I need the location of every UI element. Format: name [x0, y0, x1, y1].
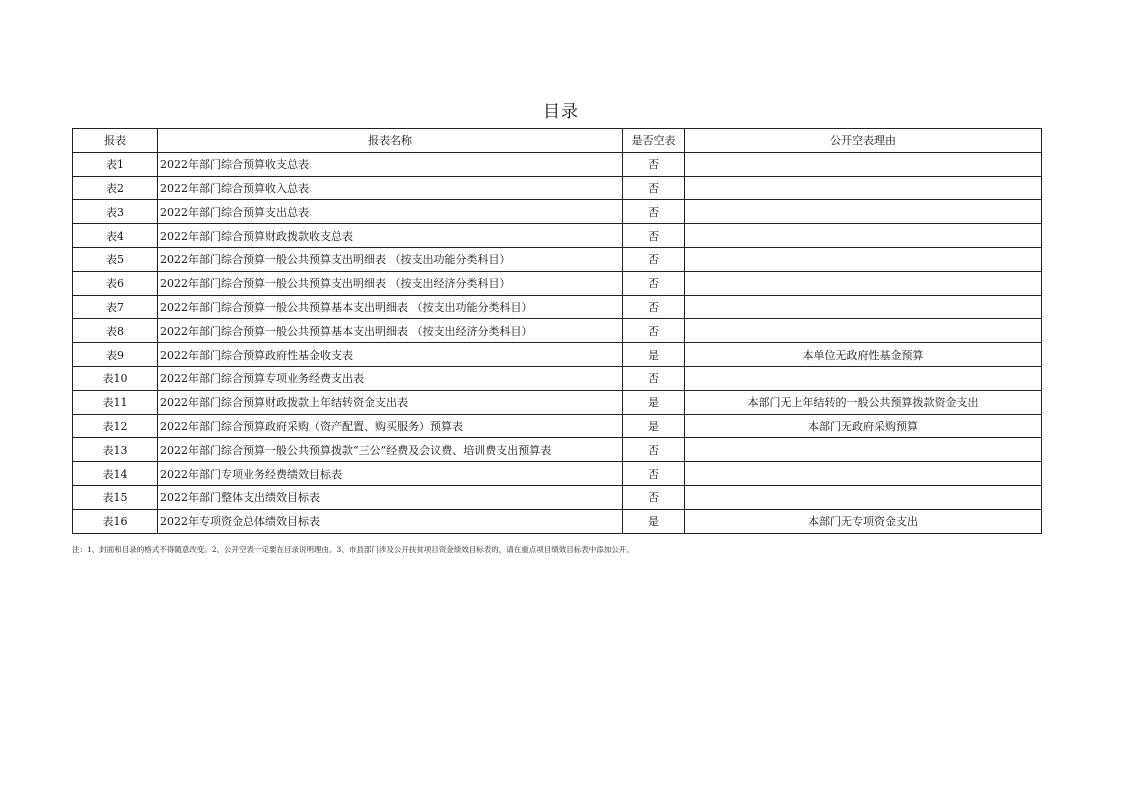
cell-empty-reason: [685, 462, 1042, 486]
cell-report-name: 2022年部门综合预算一般公共预算支出明细表 （按支出经济分类科目）: [158, 271, 623, 295]
cell-report-no: 表9: [73, 343, 158, 367]
cell-report-name: 2022年部门综合预算收入总表: [158, 176, 623, 200]
cell-empty-reason: [685, 366, 1042, 390]
cell-report-name: 2022年部门综合预算一般公共预算基本支出明细表 （按支出经济分类科目）: [158, 319, 623, 343]
table-row: [73, 295, 1042, 319]
cell-report-no: 表4: [73, 224, 158, 248]
cell-is-empty: 否: [623, 366, 685, 390]
cell-empty-reason: 本部门无专项资金支出: [685, 509, 1042, 533]
header-empty-reason: 公开空表理由: [685, 129, 1042, 153]
cell-empty-reason: [685, 271, 1042, 295]
cell-is-empty: 是: [623, 343, 685, 367]
table-header-row: [73, 129, 1042, 153]
cell-report-name: 2022年专项资金总体绩效目标表: [158, 509, 623, 533]
cell-empty-reason: 本单位无政府性基金预算: [685, 343, 1042, 367]
cell-is-empty: 否: [623, 152, 685, 176]
cell-is-empty: 否: [623, 462, 685, 486]
cell-report-no: 表14: [73, 462, 158, 486]
table-row: [73, 152, 1042, 176]
cell-empty-reason: [685, 200, 1042, 224]
table-row: [73, 224, 1042, 248]
table-of-contents: [72, 128, 1042, 534]
cell-report-no: 表3: [73, 200, 158, 224]
cell-report-name: 2022年部门专项业务经费绩效目标表: [158, 462, 623, 486]
cell-empty-reason: 本部门无上年结转的一般公共预算拨款资金支出: [685, 390, 1042, 414]
table-row: [73, 390, 1042, 414]
cell-empty-reason: [685, 247, 1042, 271]
cell-report-no: 表10: [73, 366, 158, 390]
cell-empty-reason: [685, 224, 1042, 248]
cell-is-empty: 是: [623, 390, 685, 414]
cell-report-no: 表16: [73, 509, 158, 533]
cell-report-no: 表11: [73, 390, 158, 414]
header-is-empty: 是否空表: [623, 129, 685, 153]
cell-report-name: 2022年部门综合预算政府性基金收支表: [158, 343, 623, 367]
header-report-name: 报表名称: [158, 129, 623, 153]
cell-empty-reason: [685, 485, 1042, 509]
cell-report-no: 表8: [73, 319, 158, 343]
cell-report-name: 2022年部门综合预算财政拨款收支总表: [158, 224, 623, 248]
cell-is-empty: 是: [623, 509, 685, 533]
cell-is-empty: 否: [623, 438, 685, 462]
cell-empty-reason: 本部门无政府采购预算: [685, 414, 1042, 438]
table-row: [73, 319, 1042, 343]
table-body: [73, 152, 1042, 533]
cell-is-empty: 否: [623, 271, 685, 295]
cell-report-no: 表7: [73, 295, 158, 319]
cell-report-no: 表15: [73, 485, 158, 509]
cell-report-name: 2022年部门综合预算专项业务经费支出表: [158, 366, 623, 390]
footnote: 注：1、封面和目录的格式不得随意改变。2、公开空表一定要在目录说明理由。3、市县部门涉及公开扶贫项目资金绩效目标表的，请在重点项目绩效目标表中添加公开。: [72, 545, 634, 554]
cell-report-name: 2022年部门整体支出绩效目标表: [158, 485, 623, 509]
cell-is-empty: 否: [623, 176, 685, 200]
table-row: [73, 438, 1042, 462]
table-row: [73, 366, 1042, 390]
table-row: [73, 343, 1042, 367]
cell-report-name: 2022年部门综合预算一般公共预算拨款“三公”经费及会议费、培训费支出预算表: [158, 438, 623, 462]
cell-is-empty: 否: [623, 319, 685, 343]
cell-report-no: 表13: [73, 438, 158, 462]
table-row: [73, 485, 1042, 509]
cell-is-empty: 否: [623, 247, 685, 271]
cell-report-name: 2022年部门综合预算收支总表: [158, 152, 623, 176]
cell-is-empty: 否: [623, 485, 685, 509]
header-report-no: 报表: [73, 129, 158, 153]
cell-report-name: 2022年部门综合预算支出总表: [158, 200, 623, 224]
table-row: [73, 200, 1042, 224]
table-row: [73, 271, 1042, 295]
cell-report-no: 表5: [73, 247, 158, 271]
table-row: [73, 462, 1042, 486]
cell-report-name: 2022年部门综合预算政府采购（资产配置、购买服务）预算表: [158, 414, 623, 438]
cell-empty-reason: [685, 295, 1042, 319]
cell-report-name: 2022年部门综合预算财政拨款上年结转资金支出表: [158, 390, 623, 414]
table-row: [73, 509, 1042, 533]
cell-empty-reason: [685, 319, 1042, 343]
page-title: 目录: [543, 102, 579, 122]
cell-is-empty: 否: [623, 200, 685, 224]
cell-is-empty: 否: [623, 224, 685, 248]
cell-report-no: 表6: [73, 271, 158, 295]
table-row: [73, 414, 1042, 438]
cell-report-no: 表12: [73, 414, 158, 438]
cell-report-no: 表2: [73, 176, 158, 200]
cell-empty-reason: [685, 176, 1042, 200]
cell-empty-reason: [685, 438, 1042, 462]
cell-report-name: 2022年部门综合预算一般公共预算支出明细表 （按支出功能分类科目）: [158, 247, 623, 271]
cell-empty-reason: [685, 152, 1042, 176]
table-row: [73, 176, 1042, 200]
cell-is-empty: 否: [623, 295, 685, 319]
table-row: [73, 247, 1042, 271]
cell-report-name: 2022年部门综合预算一般公共预算基本支出明细表 （按支出功能分类科目）: [158, 295, 623, 319]
cell-is-empty: 是: [623, 414, 685, 438]
cell-report-no: 表1: [73, 152, 158, 176]
